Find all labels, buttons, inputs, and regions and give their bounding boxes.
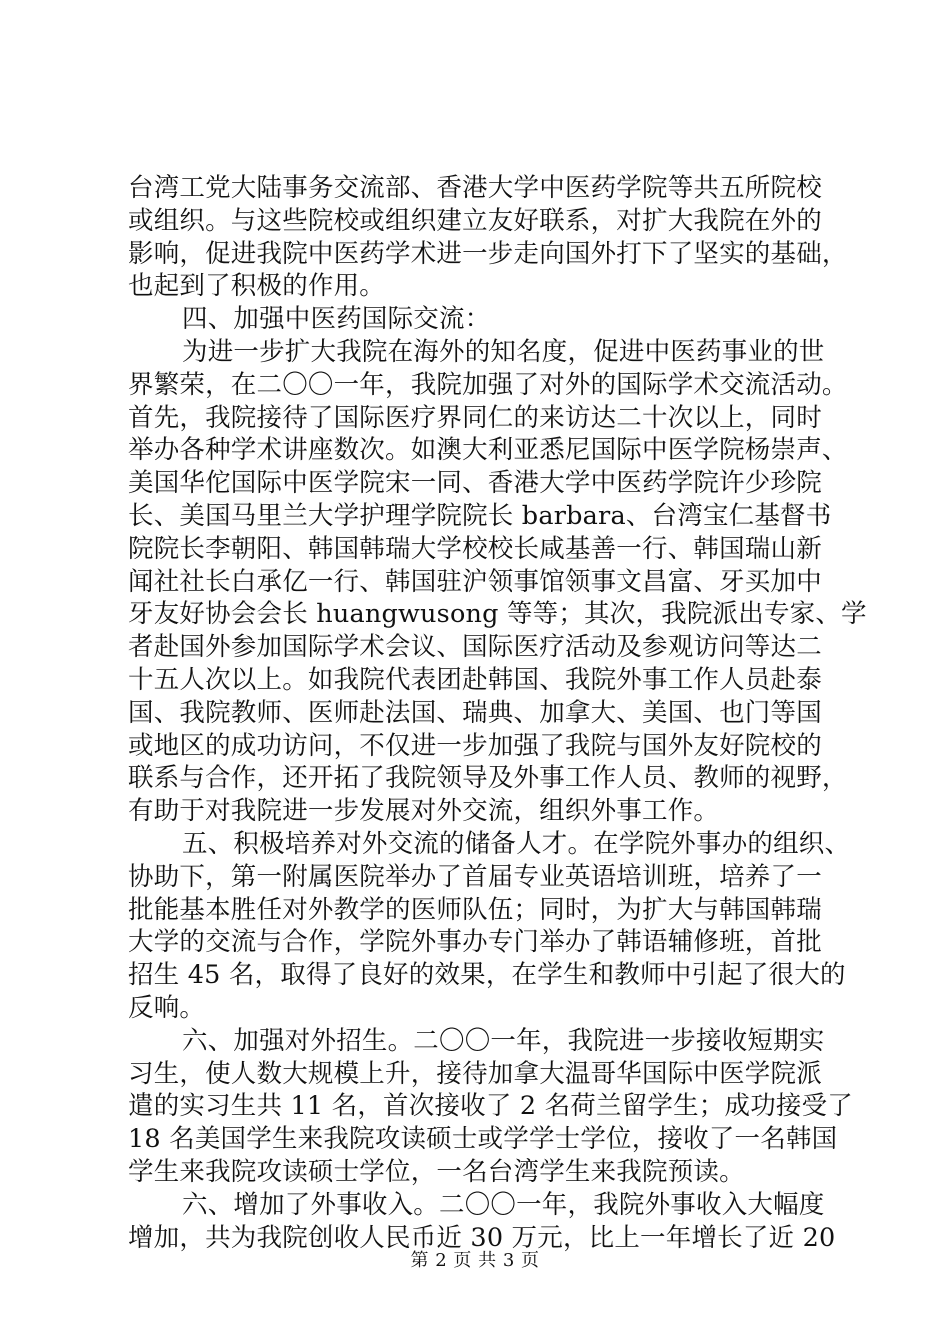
text-line: 有助于对我院进一步发展对外交流，组织外事工作。	[128, 796, 720, 827]
text-line: 四、加强中医药国际交流：	[182, 304, 491, 335]
text-line: 牙友好协会会长 huangwusong 等等；其次，我院派出专家、学	[128, 599, 867, 630]
text-line: 为进一步扩大我院在海外的知名度，促进中医药事业的世	[182, 336, 825, 367]
text-line: 也起到了积极的作用。	[128, 271, 386, 302]
text-line: 六、加强对外招生。二〇〇一年，我院进一步接收短期实	[182, 1025, 825, 1056]
text-line: 批能基本胜任对外教学的医师队伍；同时，为扩大与韩国韩瑞	[128, 894, 822, 925]
text-line: 界繁荣，在二〇〇一年，我院加强了对外的国际学术交流活动。	[128, 369, 848, 400]
text-line: 增加，共为我院创收人民币近 30 万元，比上一年增长了近 20	[128, 1222, 836, 1253]
text-line: 招生 45 名，取得了良好的效果，在学生和教师中引起了很大的	[128, 960, 846, 991]
text-line: 十五人次以上。如我院代表团赴韩国、我院外事工作人员赴泰	[128, 664, 822, 695]
text-line: 台湾工党大陆事务交流部、香港大学中医药学院等共五所院校	[128, 173, 822, 203]
page-footer: 第 2 页 共 3 页	[410, 1250, 540, 1271]
text-line: 院院长李朝阳、韩国韩瑞大学校校长咸基善一行、韩国瑞山新	[128, 533, 822, 564]
text-line: 首先，我院接待了国际医疗界同仁的来访达二十次以上，同时	[128, 402, 822, 433]
text-line: 协助下，第一附属医院举办了首届专业英语培训班，培养了一	[128, 861, 822, 892]
text-line: 者赴国外参加国际学术会议、国际医疗活动及参观访问等达二	[128, 632, 822, 663]
text-line: 习生，使人数大规模上升，接待加拿大温哥华国际中医学院派	[128, 1058, 822, 1089]
text-line: 或组织。与这些院校或组织建立友好联系，对扩大我院在外的	[128, 205, 822, 236]
text-line: 举办各种学术讲座数次。如澳大利亚悉尼国际中医学院杨崇声、	[128, 435, 848, 466]
text-line: 联系与合作，还开拓了我院领导及外事工作人员、教师的视野，	[128, 763, 848, 794]
text-line: 反响。	[128, 992, 206, 1023]
text-line: 影响，促进我院中医药学术进一步走向国外打下了坚实的基础，	[128, 238, 848, 269]
text-line: 五、积极培养对外交流的储备人才。在学院外事办的组织、	[182, 828, 851, 859]
text-line: 六、增加了外事收入。二〇〇一年，我院外事收入大幅度	[182, 1189, 825, 1220]
text-line: 遣的实习生共 11 名，首次接收了 2 名荷兰留学生；成功接受了	[128, 1091, 853, 1122]
text-line: 长、美国马里兰大学护理学院院长 barbara、台湾宝仁基督书	[128, 500, 832, 531]
text-line: 大学的交流与合作，学院外事办专门举办了韩语辅修班，首批	[128, 927, 822, 958]
text-line: 美国华佗国际中医学院宋一同、香港大学中医药学院许少珍院	[128, 468, 822, 499]
text-line: 闻社社长白承亿一行、韩国驻沪领事馆领事文昌富、牙买加中	[128, 566, 822, 597]
document-body	[128, 172, 867, 1254]
text-line: 或地区的成功访问，不仅进一步加强了我院与国外友好院校的	[128, 730, 822, 761]
text-line: 学生来我院攻读硕士学位，一名台湾学生来我院预读。	[128, 1156, 745, 1187]
text-line: 18 名美国学生来我院攻读硕士或学学士学位，接收了一名韩国	[128, 1124, 838, 1155]
text-line: 国、我院教师、医师赴法国、瑞典、加拿大、美国、也门等国	[128, 697, 822, 728]
